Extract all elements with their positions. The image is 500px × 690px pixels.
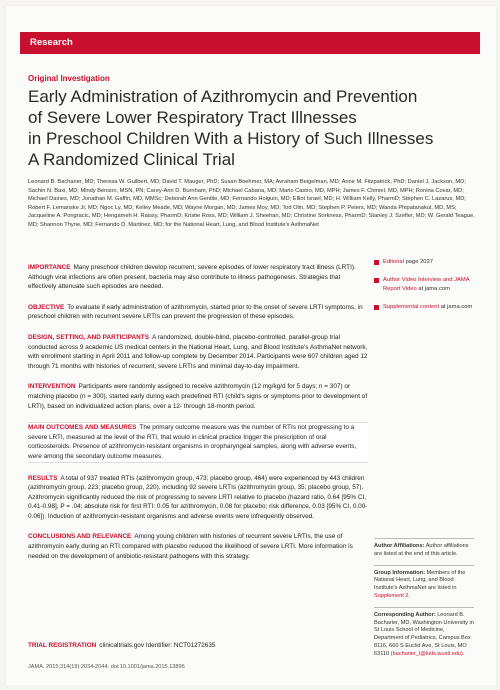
supplement-link[interactable]: Supplement 2 <box>374 592 409 599</box>
sidebar-links <box>374 258 474 321</box>
article-type-label: Original Investigation <box>28 74 110 83</box>
square-bullet-icon <box>374 278 379 283</box>
divider <box>374 607 474 608</box>
abstract-results <box>28 474 368 522</box>
section-text: Many preschool children develop recurrent, severe episodes of lower respiratory tract illness (LRTI). Although viral infections are often present, bacteria may also contribute to illness pathogenesis. Strategies that effectively attenuate such episodes are needed. <box>28 264 356 291</box>
title-line: in Preschool Children With a History of Such Illnesses <box>28 129 434 148</box>
section-heading: OBJECTIVE <box>28 303 65 311</box>
link-suffix: at jama.com <box>439 303 473 310</box>
section-banner: Research <box>20 32 480 54</box>
square-bullet-icon <box>374 260 379 265</box>
title-line: Early Administration of Azithromycin and Prevention <box>28 87 418 106</box>
section-heading: MAIN OUTCOMES AND MEASURES <box>28 424 137 432</box>
link-text[interactable]: Editorial <box>383 259 404 265</box>
section-heading: TRIAL REGISTRATION <box>28 642 97 649</box>
section-heading: INTERVENTION <box>28 383 76 391</box>
section-text: Participants were randomly assigned to receive azithromycin (12 mg/kg/d for 5 days; n = 307) or matching placebo (n = 300), started early during each predefined RTI (child's signs or symptoms prior to development of LRTI), based on individualized action plans, over a 12- through 18-month period. <box>28 383 368 410</box>
article-title <box>28 86 473 170</box>
section-heading: RESULTS <box>28 474 58 482</box>
section-text: A randomized, double-blind, placebo-controlled, parallel-group trial conducted across 9 academic US medical centers in the National Heart, Lung, and Blood Institute's AsthmaNet network, with enrollment starting in April 2011 and follow-up complete by December 2014. Participants were 607 children aged 12 through 71 months with histories of recurrent, severe LRTIs and minimal day-to-day impairment. <box>28 333 368 370</box>
abstract-objective <box>28 303 368 322</box>
link-text[interactable]: Supplemental content <box>383 303 440 310</box>
registration-text: clinicaltrials.gov Identifier: NCT01272635 <box>99 642 216 649</box>
author-info <box>374 538 474 665</box>
divider <box>374 538 474 539</box>
abstract-design <box>28 333 368 371</box>
supplemental-link[interactable] <box>374 303 474 311</box>
article-page <box>6 6 496 686</box>
author-list: Leonard B. Bacharier, MD; Theresa W. Guilbert, MD; David T. Mauger, PhD; Susan Boehmer, MA; Avraham Beigelman, MD; Anne M. Fitzpatrick, PhD; Daniel J. Jackson, MD; Sachin N. Baxi, MD; Mindy Benson, MSN, PN; Carey-Ann D. Burnham, PhD; Michael Cabana, MD; Mario Castro, MD, MPH; James F. Chmiel, MD, MPH; Ronina Covar, MD; Michael Daines, MD; Jonathan M. Gaffin, MD, MMSc; Deborah Ann Gentile, MD; Fernando Holguin, MD; Elliot Israel, MD; H. William Kelly, PharmD; Stephen C. Lazarus, MD; Robert F. Lemanske Jr, MD; Ngoc Ly, MD; Kelley Meade, MD; Wayne Morgan, MD; James Moy, MD; Tod Olin, MD; Stephen P. Peters, MD; Wanda Phipatanakul, MD, MS; Jacqueline A. Pongracic, MD; Hengameh H. Raissy, PharmD; Kristie Ross, MD; William J. Sheehan, MD; Christine Sorkness, PharmD; Stanley J. Szefler, MD; W. Gerald Teague, MD; Shannon Thyne, MD; Fernando D. Martinez, MD; for the National Heart, Lung, and Blood Institute's AsthmaNet <box>28 179 475 228</box>
section-heading: DESIGN, SETTING, AND PARTICIPANTS <box>28 333 149 341</box>
link-suffix: page 2027 <box>403 259 433 265</box>
square-bullet-icon <box>374 305 379 310</box>
title-line: of Severe Lower Respiratory Tract Illnesses <box>28 108 357 127</box>
abstract <box>28 263 368 572</box>
section-heading: IMPORTANCE <box>28 264 71 271</box>
citation: JAMA. 2015;314(19):2034-2044. doi:10.1001/jama.2015.13896 <box>28 664 185 670</box>
section-text: A total of 937 treated RTIs (azithromycin group, 473; placebo group, 464) were experienced by 443 children (azithromycin group, 223; placebo group, 220), including 92 severe LRTIs (azithromycin group, 35; placebo group, 57). Azithromycin significantly reduced the risk of progressing to severe LRTI relative to placebo (hazard ratio, 0.64 [95% CI, 0.41-0.98], P = .04; absolute risk for first RTI: 0.05 for azithromycin, 0.08 for placebo; risk difference, 0.03 [95% CI, 0.00-0.06]). Induction of azithromycin-resistant organisms and adverse events were infrequently observed. <box>28 474 368 520</box>
abstract-conclusions <box>28 532 368 561</box>
section-heading: CONCLUSIONS AND RELEVANCE <box>28 533 132 541</box>
link-suffix: at jama.com <box>416 285 450 292</box>
trial-registration <box>28 642 368 649</box>
editorial-link[interactable] <box>374 258 474 266</box>
section-text: The primary outcome measure was the number of RTIs not progressing to a severe LRTI, measured at the level of the RTI, that would in clinical practice trigger the prescription of oral corticosteroids. Presence of azithromycin-resistant organisms in oropharyngeal samples, along with adverse events, were among the secondary outcome measures. <box>28 424 357 460</box>
email-link[interactable]: (bacharier_l@kids.wustl.edu) <box>390 650 463 657</box>
link-text[interactable]: Author Video Interview and JAMA Report Video <box>383 277 470 292</box>
group-information: Group Information: Members of the National Heart, Lung, and Blood Institute's AsthmaNet are listed in Supplement 2. <box>374 569 466 599</box>
abstract-outcomes <box>28 422 368 462</box>
title-line: A Randomized Clinical Trial <box>28 150 235 169</box>
video-link[interactable] <box>374 276 474 293</box>
divider <box>374 565 474 566</box>
abstract-intervention <box>28 382 368 411</box>
section-text: To evaluate if early administration of azithromycin, started prior to the onset of severe LRTI symptoms, in preschool children with recurrent severe LRTIs can prevent the progression of these episodes. <box>28 303 363 321</box>
abstract-importance <box>28 263 368 292</box>
author-affiliations: Author Affiliations: Author affiliations are listed at the end of this article. <box>374 543 469 557</box>
section-text: Among young children with histories of recurrent severe LRTIs, the use of azithromycin early during an RTI compared with placebo reduced the likelihood of severe LRTI. More information is needed on the development of antibiotic-resistant pathogens with this strategy. <box>28 533 353 560</box>
corresponding-author: Corresponding Author: Leonard B. Bacharier, MD, Washington University in St Louis School of Medicine, Department of Pediatrics, Campus Box 8116, 660 S Euclid Ave, St Louis, MO 63110 (bacharier_l@kids.wustl.edu). <box>374 611 474 657</box>
